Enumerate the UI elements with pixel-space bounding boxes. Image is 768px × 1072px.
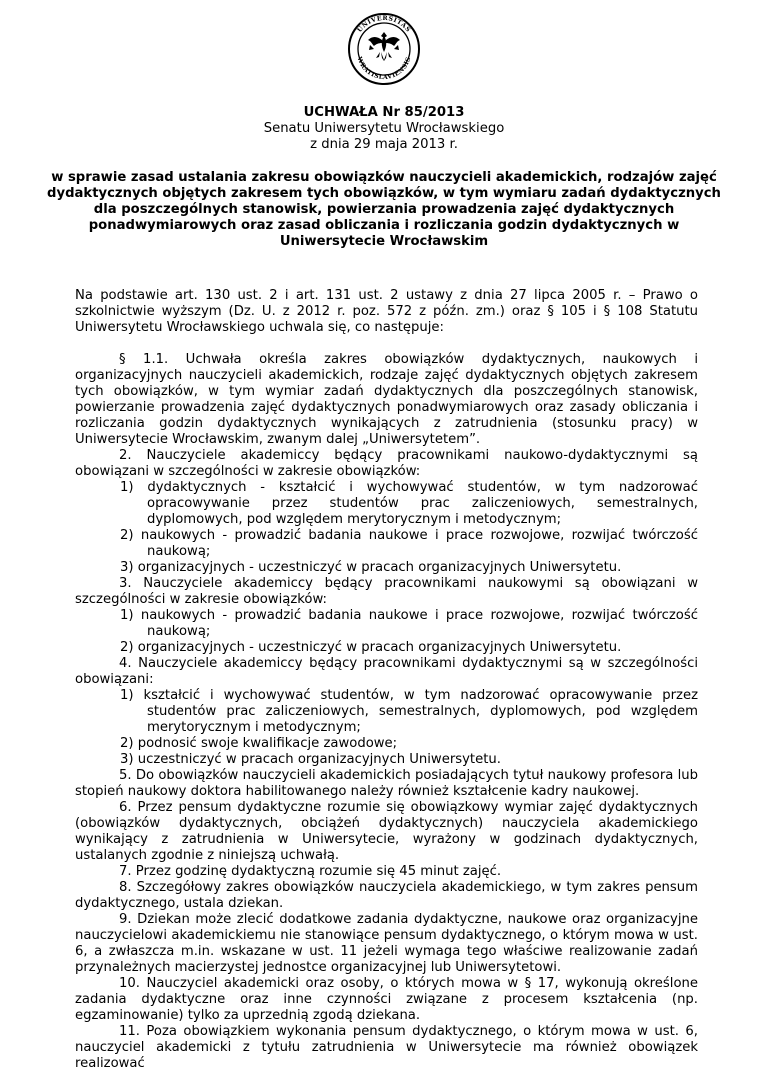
provision-paragraph: 10. Nauczyciel akademicki oraz osoby, o których mowa w § 17, wykonują określone zadania dydaktyczne oraz inne czynności związane z procesem kształcenia (np. egzaminowanie) tylko za uprzednią zgodą dziekana. xyxy=(75,976,698,1023)
provision-paragraph: 8. Szczegółowy zakres obowiązków nauczyciela akademickiego, w tym zakres pensum dydaktycznego, ustala dziekan. xyxy=(75,880,698,911)
svg-text:WRATISLAVIENSIS: WRATISLAVIENSIS xyxy=(355,55,413,82)
provision-paragraph: 6. Przez pensum dydaktyczne rozumie się obowiązkowy wymiar zajęć dydaktycznych (obowiązków dydaktycznych, obciążeń dydaktycznych) nauczyciela akademickiego wynikający z zatrudnienia w Uniwersytecie, wyrażony w godzinach dydaktycznych, ustalanych zgodnie z niniejszą uchwałą. xyxy=(75,800,698,863)
provision-paragraph: 9. Dziekan może zlecić dodatkowe zadania dydaktyczne, naukowe oraz organizacyjne nauczycielowi akademickiemu nie stanowiące pensum dydaktycznego, o którym mowa w ust. 6, a zwłaszcza m.in. wskazane w ust. 11 jeżeli wymaga tego właściwe realizowanie zadań przynależnych macierzystej jednostce organizacyjnej lub Uniwersytetowi. xyxy=(75,912,698,975)
svg-text:UNIVERSITAS: UNIVERSITAS xyxy=(356,14,412,34)
resolution-title: UCHWAŁA Nr 85/2013 xyxy=(303,105,465,120)
provisions-list xyxy=(75,352,698,1072)
list-item: 2) organizacyjnych - uczestniczyć w pracach organizacyjnych Uniwersytetu. xyxy=(120,640,622,655)
resolution-date: z dnia 29 maja 2013 r. xyxy=(310,137,458,152)
provision-paragraph: 11. Poza obowiązkiem wykonania pensum dydaktycznego, o którym mowa w ust. 6, nauczyciel akademicki z tytułu zatrudnienia w Uniwersytecie ma również obowiązek realizować xyxy=(75,1024,698,1071)
resolution-subject: w sprawie zasad ustalania zakresu obowiązków nauczycieli akademickich, rodzajów zajęć dydaktycznych objętych zakresem tych obowiązków, w tym wymiaru zadań dydaktycznych dla poszczególnych stanowisk, powierzania prowadzenia zajęć dydaktycznych ponadwymiarowych oraz zasad obliczania i rozliczania godzin dydaktycznych w Uniwersytecie Wrocławskim xyxy=(47,170,721,249)
provision-paragraph: 3. Nauczyciele akademiccy będący pracownikami naukowymi są obowiązani w szczególności w zakresie obowiązków: xyxy=(75,576,698,607)
list-item: 2) podnosić swoje kwalifikacje zawodowe; xyxy=(120,736,398,751)
provision-paragraph: 5. Do obowiązków nauczycieli akademickich posiadających tytuł naukowy profesora lub stopień naukowy doktora habilitowanego należy również kształcenie kadry naukowej. xyxy=(75,768,698,799)
list-item: 1) dydaktycznych - kształcić i wychowywać studentów, w tym nadzorować opracowywanie przez studentów prac zaliczeniowych, semestralnych, dyplomowych, pod względem merytorycznym i metodycznym; xyxy=(120,480,698,527)
list-item: 1) naukowych - prowadzić badania naukowe i prace rozwojowe, rozwijać twórczość naukową; xyxy=(120,608,698,639)
document-body xyxy=(75,288,698,1072)
provision-paragraph: § 1.1. Uchwała określa zakres obowiązków dydaktycznych, naukowych i organizacyjnych nauczycieli akademickich, rodzaje zajęć dydaktycznych objętych zakresem tych obowiązków, w tym wymiar zadań dydaktycznych dla poszczególnych stanowisk, powierzanie prowadzenia zajęć dydaktycznych ponadwymiarowych oraz zasady obliczania i rozliczania godzin dydaktycznych wynikających z zatrudnienia (stosunku pracy) w Uniwersytecie Wrocławskim, zwanym dalej „Uniwersytetem”. xyxy=(75,352,698,447)
list-item: 3) uczestniczyć w pracach organizacyjnych Uniwersytetu. xyxy=(120,752,501,767)
provision-paragraph: 2. Nauczyciele akademiccy będący pracownikami naukowo-dydaktycznymi są obowiązani w szczególności w zakresie obowiązków: xyxy=(75,448,698,479)
provision-paragraph: 4. Nauczyciele akademiccy będący pracownikami dydaktycznymi są w szczególności obowiązani: xyxy=(75,656,698,687)
university-seal-logo xyxy=(347,12,421,86)
resolution-issuer: Senatu Uniwersytetu Wrocławskiego xyxy=(263,121,505,136)
provision-paragraph: 7. Przez godzinę dydaktyczną rozumie się 45 minut zajęć. xyxy=(119,864,502,879)
list-item: 1) kształcić i wychowywać studentów, w tym nadzorować opracowywanie przez studentów prac zaliczeniowych, semestralnych, dyplomowych, pod względem merytorycznym i metodycznym; xyxy=(120,688,698,735)
list-item: 2) naukowych - prowadzić badania naukowe i prace rozwojowe, rozwijać twórczość naukową; xyxy=(120,528,698,559)
list-item: 3) organizacyjnych - uczestniczyć w pracach organizacyjnych Uniwersytetu. xyxy=(120,560,622,575)
legal-basis-paragraph: Na podstawie art. 130 ust. 2 i art. 131 ust. 2 ustawy z dnia 27 lipca 2005 r. – Prawo o szkolnictwie wyższym (Dz. U. z 2012 r. poz. 572 z późn. zm.) oraz § 105 i § 108 Statutu Uniwersytetu Wrocławskiego uchwala się, co następuje: xyxy=(75,288,698,335)
